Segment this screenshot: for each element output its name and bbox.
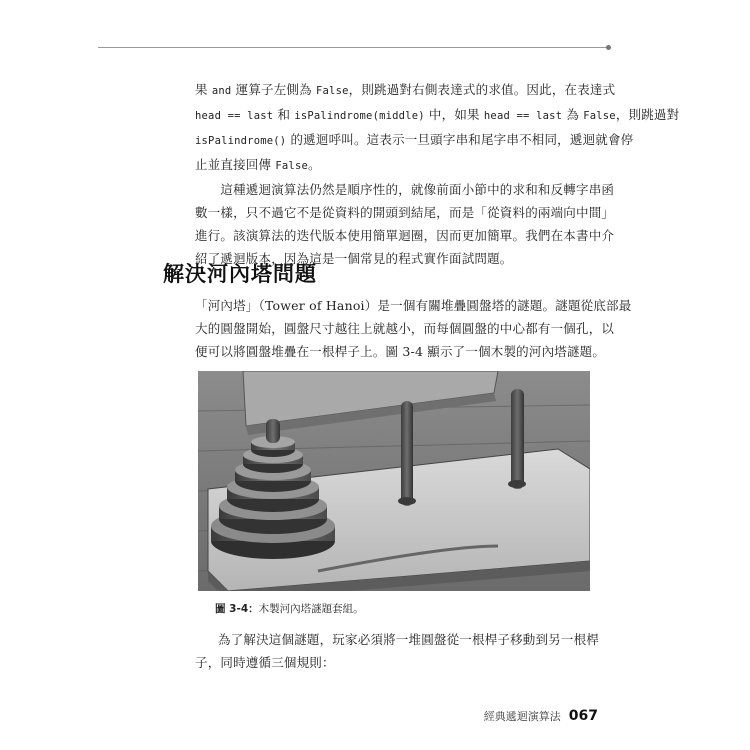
- page-footer: [484, 708, 598, 724]
- page-number: 067: [568, 708, 598, 724]
- inline-text: 的遞迴呼叫。這表示一旦頭字串和尾字串不相同，遞迴就會停: [286, 132, 634, 147]
- figure-caption: [215, 601, 364, 616]
- tower-of-hanoi-photo: [198, 371, 590, 591]
- paragraph-sequential-recursion: [195, 178, 615, 270]
- text-line: 大的圓盤開始，圓盤尺寸越往上就越小，而每個圓盤的中心都有一個孔，以: [195, 321, 615, 336]
- text-line: 便可以將圓盤堆疊在一根桿子上。圖 3-4 顯示了一個木製的河內塔謎題。: [195, 344, 606, 359]
- text-line: [195, 128, 634, 153]
- text-line: 這種遞迴演算法仍然是順序性的，就像前面小節中的求和和反轉字串函: [195, 182, 615, 197]
- running-title: 經典遞迴演算法: [483, 710, 561, 723]
- paragraph-tower-of-hanoi-intro: [195, 294, 632, 363]
- inline-code: False: [583, 110, 616, 122]
- inline-text: 中，如果: [424, 107, 484, 122]
- inline-code: isPalindrome(middle): [294, 110, 425, 122]
- inline-text: ，則跳過對右側表達式的求值。因此，在表達式: [348, 82, 616, 97]
- inline-text: 止並直接回傳: [195, 157, 276, 172]
- text-line: 為了解決這個謎題，玩家必須將一堆圓盤從一根桿子移動到另一根桿: [218, 632, 600, 647]
- inline-text: 和: [273, 107, 295, 122]
- inline-text: ，則跳過對: [615, 107, 680, 122]
- text-line: [195, 103, 680, 128]
- text-line: 數一樣，只不過它不是從資料的開頭到結尾，而是「從資料的兩端向中間」: [195, 205, 615, 220]
- text-line: 子，同時遵循三個規則：: [195, 655, 335, 670]
- paragraph-recursion-and-short-circuit: [195, 78, 680, 178]
- inline-code: False: [316, 85, 349, 97]
- inline-code: and: [211, 85, 232, 97]
- inline-text: 運算子左側為: [231, 82, 317, 97]
- text-line: 進行。該演算法的迭代版本使用簡單迴圈，因而更加簡單。我們在本書中介: [195, 228, 615, 243]
- header-rule-end-dot: [606, 45, 611, 50]
- inline-code: isPalindrome(): [195, 135, 287, 147]
- inline-text: 果: [195, 82, 212, 97]
- header-rule: [98, 47, 610, 48]
- text-line: [195, 153, 605, 178]
- figure-label: 圖 3-4：: [215, 603, 259, 615]
- inline-code: head == last: [483, 110, 563, 122]
- text-line: 「河內塔」（Tower of Hanoi）是一個有關堆疊圓盤塔的謎題。謎題從底部最: [195, 298, 632, 313]
- inline-code: head == last: [195, 110, 274, 122]
- section-heading: 解決河內塔問題: [163, 262, 317, 286]
- figure-caption-text: 木製河內塔謎題套組。: [258, 603, 364, 615]
- text-line: 紹了遞迴版本，因為這是一個常見的程式實作面試問題。: [195, 251, 513, 266]
- inline-code: False: [275, 160, 308, 172]
- paragraph-puzzle-rules-intro: [195, 628, 628, 674]
- inline-text: 為: [562, 107, 584, 122]
- text-line: [195, 78, 616, 103]
- inline-text: 。: [307, 157, 321, 172]
